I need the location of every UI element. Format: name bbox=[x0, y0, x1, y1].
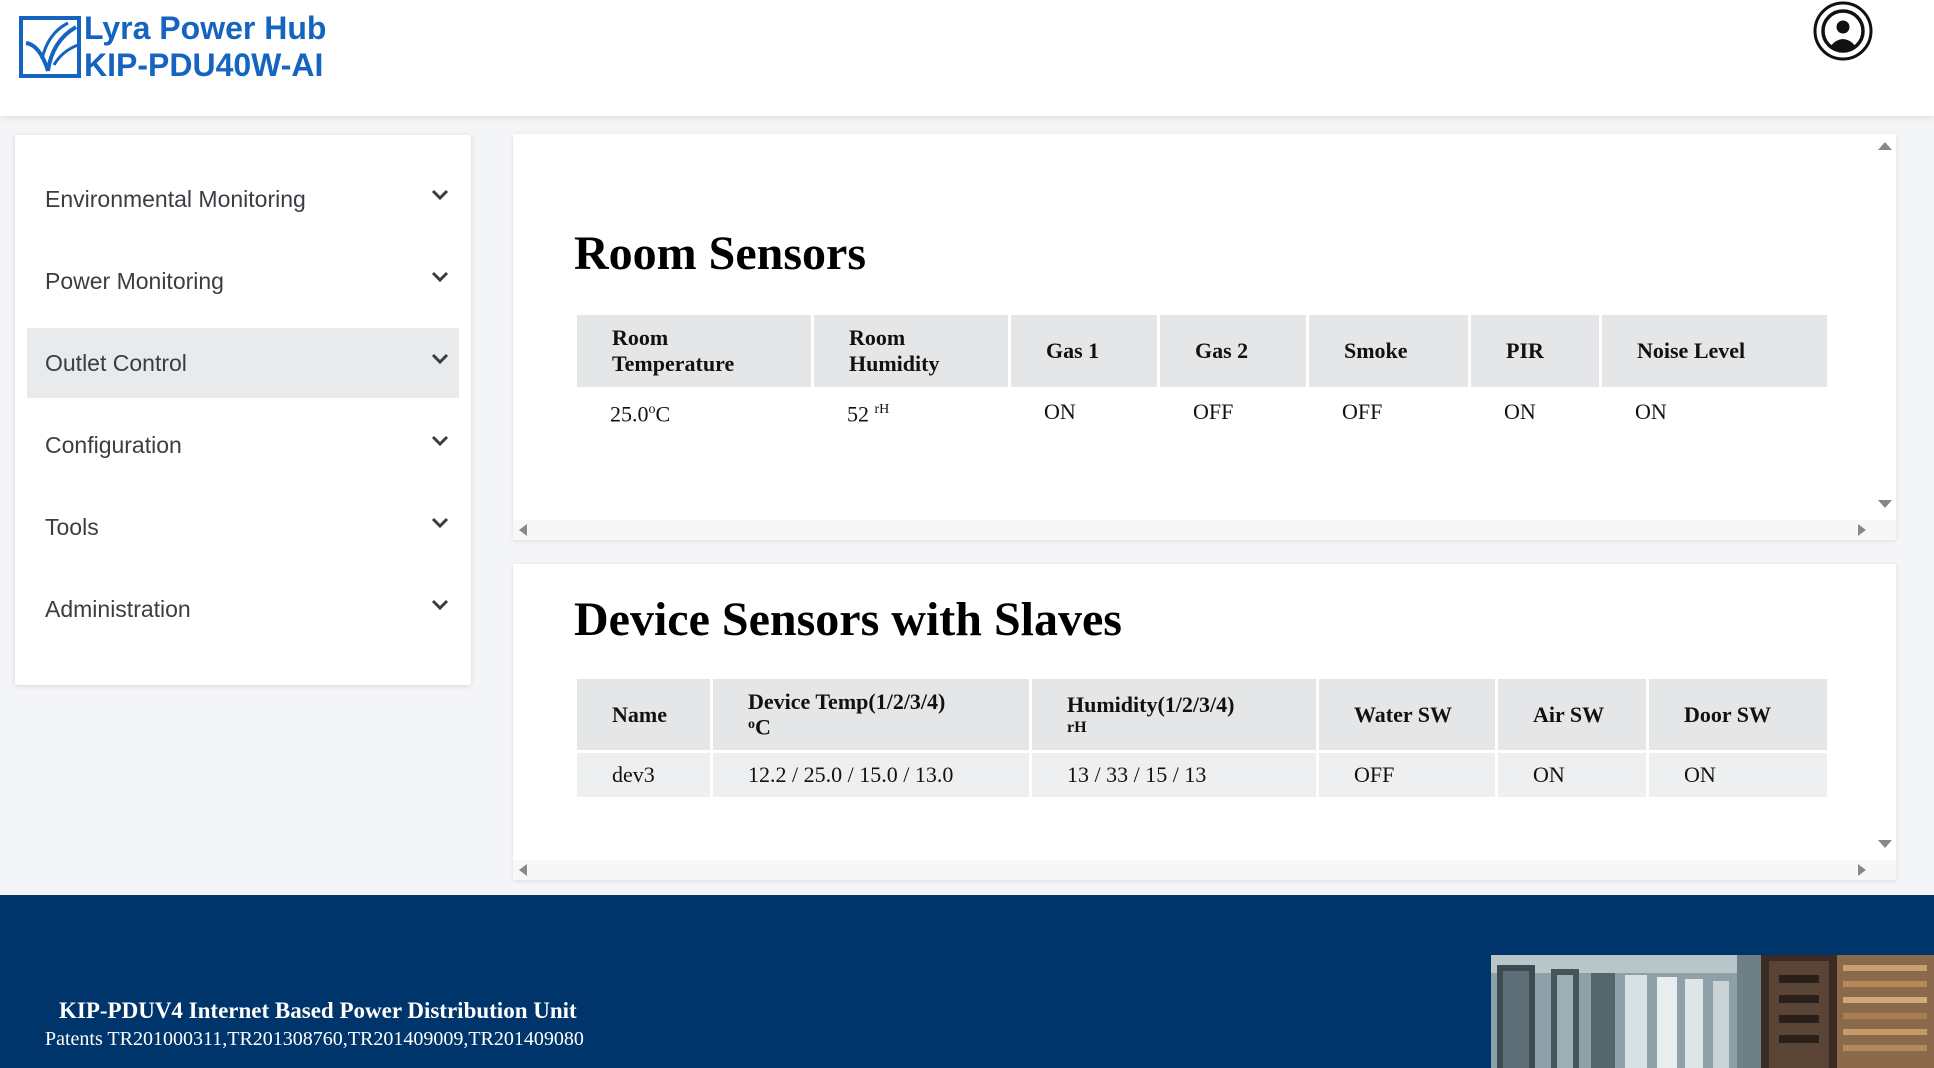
sidebar-item-label: Power Monitoring bbox=[45, 267, 224, 294]
table-row bbox=[577, 390, 1827, 434]
footer-patents: Patents TR201000311,TR201308760,TR201409009,TR201409080 bbox=[45, 1028, 584, 1050]
room-temperature-value: 25.0$^o$C bbox=[610, 401, 671, 427]
water-sw-value: OFF bbox=[1319, 753, 1495, 797]
device-name: dev3 bbox=[577, 753, 710, 797]
scroll-down-arrow-icon[interactable] bbox=[1878, 500, 1892, 508]
scroll-left-arrow-icon[interactable] bbox=[519, 524, 527, 536]
sidebar-nav bbox=[15, 135, 471, 685]
chevron-down-icon bbox=[429, 186, 451, 204]
table-row bbox=[577, 753, 1827, 797]
device-sensors-title: Device Sensors with Slaves bbox=[574, 593, 1122, 646]
scroll-down-arrow-icon[interactable] bbox=[1878, 840, 1892, 848]
chevron-down-icon bbox=[429, 514, 451, 532]
brand-logo[interactable] bbox=[18, 10, 326, 84]
sidebar-item-label: Tools bbox=[45, 513, 99, 540]
chevron-down-icon bbox=[429, 432, 451, 450]
sidebar-item-label: Configuration bbox=[45, 431, 182, 458]
column-header-device-temp: Device Temp(1/2/3/4) oC bbox=[713, 679, 1029, 750]
scroll-right-arrow-icon[interactable] bbox=[1858, 524, 1866, 536]
chevron-down-icon bbox=[429, 596, 451, 614]
chevron-down-icon bbox=[429, 268, 451, 286]
table-header-row bbox=[577, 315, 1827, 387]
room-sensors-panel bbox=[513, 134, 1896, 540]
scroll-right-arrow-icon[interactable] bbox=[1858, 864, 1866, 876]
smoke-value: OFF bbox=[1342, 399, 1383, 425]
sidebar-item-environmental-monitoring[interactable] bbox=[27, 164, 459, 234]
column-header: PIR bbox=[1471, 315, 1599, 387]
column-header: Room Temperature bbox=[577, 315, 811, 387]
sidebar-item-outlet-control[interactable] bbox=[27, 328, 459, 398]
door-sw-value: ON bbox=[1649, 753, 1827, 797]
lyra-logo-icon bbox=[18, 15, 82, 79]
brand-line-1: Lyra Power Hub bbox=[84, 10, 327, 46]
column-header: Noise Level bbox=[1602, 315, 1827, 387]
column-header: Room Humidity bbox=[814, 315, 1008, 387]
horizontal-scrollbar[interactable] bbox=[513, 860, 1896, 880]
chevron-down-icon bbox=[429, 350, 451, 368]
top-header bbox=[0, 0, 1934, 116]
datacenter-photo bbox=[1491, 955, 1934, 1068]
noise-level-value: ON bbox=[1635, 399, 1667, 425]
sidebar-item-tools[interactable] bbox=[27, 492, 459, 562]
sidebar-item-administration[interactable] bbox=[27, 574, 459, 644]
device-humidity-values: 13 / 33 / 15 / 13 bbox=[1032, 753, 1316, 797]
column-header: Smoke bbox=[1309, 315, 1468, 387]
device-sensors-panel bbox=[513, 564, 1896, 880]
sidebar-item-configuration[interactable] bbox=[27, 410, 459, 480]
column-header-air-sw: Air SW bbox=[1498, 679, 1646, 750]
column-header-humidity: Humidity(1/2/3/4) rH bbox=[1032, 679, 1316, 750]
brand-line-2: KIP-PDU40W-AI bbox=[84, 47, 324, 83]
sidebar-item-label: Outlet Control bbox=[45, 349, 187, 376]
sidebar-item-label: Administration bbox=[45, 595, 191, 622]
column-header: Gas 2 bbox=[1160, 315, 1306, 387]
room-humidity-value: 52 $^{rH}$ bbox=[847, 401, 890, 427]
room-sensors-table bbox=[574, 312, 1830, 437]
scroll-left-arrow-icon[interactable] bbox=[519, 864, 527, 876]
device-sensors-table bbox=[574, 676, 1830, 800]
footer-title: KIP-PDUV4 Internet Based Power Distribution Unit bbox=[59, 998, 577, 1023]
user-account-icon[interactable] bbox=[1812, 0, 1874, 62]
table-header-row bbox=[577, 679, 1827, 750]
gas2-value: OFF bbox=[1193, 399, 1234, 425]
page-footer bbox=[0, 895, 1934, 1068]
column-header: Gas 1 bbox=[1011, 315, 1157, 387]
device-temp-values: 12.2 / 25.0 / 15.0 / 13.0 bbox=[713, 753, 1029, 797]
scroll-up-arrow-icon[interactable] bbox=[1878, 142, 1892, 150]
sidebar-item-label: Environmental Monitoring bbox=[45, 185, 306, 212]
brand-name bbox=[84, 10, 326, 84]
air-sw-value: ON bbox=[1498, 753, 1646, 797]
column-header-name: Name bbox=[577, 679, 710, 750]
column-header-door-sw: Door SW bbox=[1649, 679, 1827, 750]
gas1-value: ON bbox=[1044, 399, 1076, 425]
column-header-water-sw: Water SW bbox=[1319, 679, 1495, 750]
pir-value: ON bbox=[1504, 399, 1536, 425]
sidebar-item-power-monitoring[interactable] bbox=[27, 246, 459, 316]
room-sensors-title: Room Sensors bbox=[574, 227, 867, 280]
horizontal-scrollbar[interactable] bbox=[513, 520, 1896, 540]
